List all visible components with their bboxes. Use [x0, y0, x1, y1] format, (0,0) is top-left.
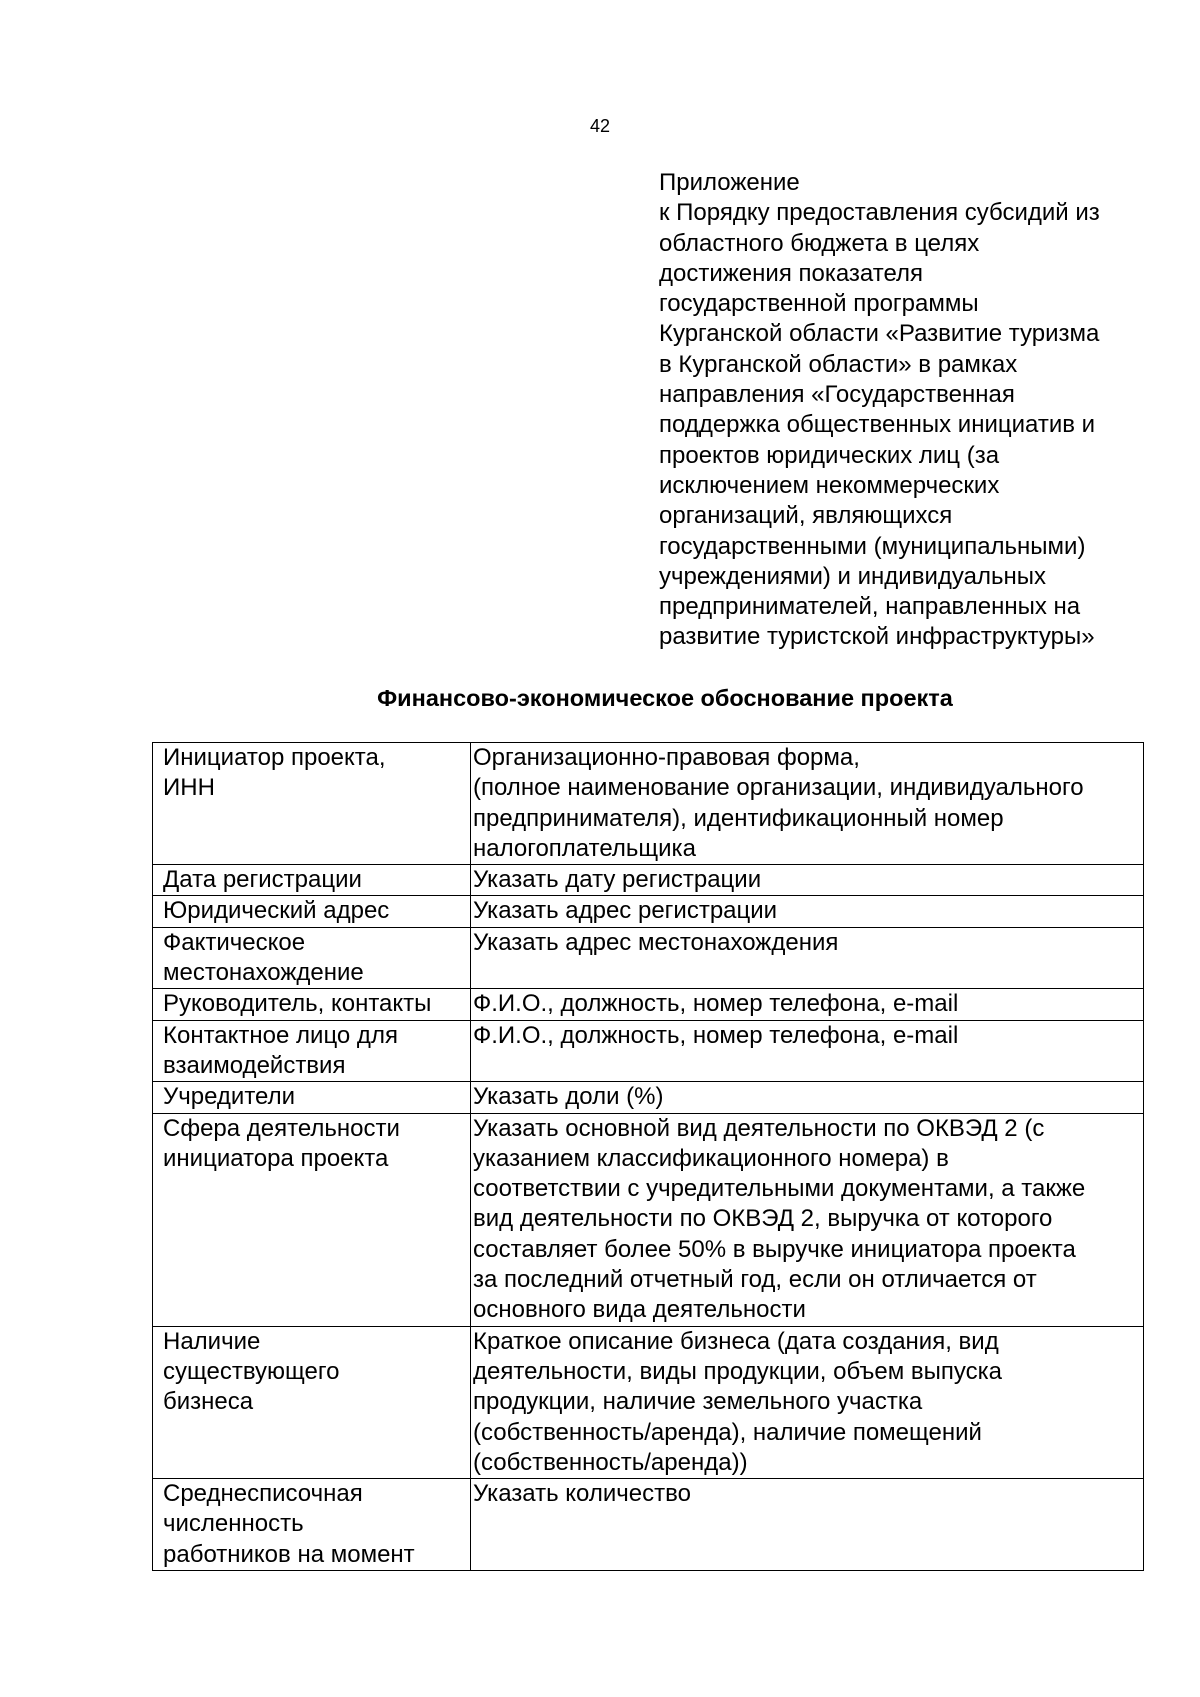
- field-value-line: Указать адрес местонахождения: [473, 928, 839, 956]
- field-value-cell: [471, 865, 1144, 896]
- field-label-line: Сфера деятельности: [163, 1114, 400, 1142]
- field-label-line: Фактическое: [163, 928, 306, 956]
- field-label-line: инициатора проекта: [163, 1144, 389, 1172]
- appendix-header: [659, 168, 1179, 653]
- field-label-line: Учредители: [163, 1083, 296, 1111]
- appendix-line: поддержка общественных инициатив и: [659, 411, 1096, 439]
- field-value-line: продукции, наличие земельного участка: [473, 1388, 923, 1416]
- field-value-line: (собственность/аренда), наличие помещений: [473, 1418, 982, 1446]
- field-label-line: существующего: [163, 1357, 340, 1385]
- field-value-cell: [471, 1479, 1144, 1571]
- field-value-line: указанием классификационного номера) в: [473, 1144, 949, 1172]
- appendix-line: организаций, являющихся: [659, 502, 953, 530]
- project-info-table: [152, 742, 1144, 1571]
- field-label-cell: [153, 1082, 471, 1113]
- field-value-cell: [471, 1020, 1144, 1082]
- field-value-line: Организационно-правовая форма,: [473, 744, 860, 771]
- field-label-line: Руководитель, контакты: [163, 990, 432, 1018]
- field-value-line: предпринимателя), идентификационный номер: [473, 804, 1004, 832]
- field-label-cell: [153, 743, 471, 865]
- field-label-cell: [153, 1020, 471, 1082]
- field-value-line: за последний отчетный год, если он отличается от: [473, 1266, 1037, 1294]
- field-value-line: Указать дату регистрации: [473, 866, 762, 894]
- appendix-line: проектов юридических лиц (за: [659, 441, 1000, 469]
- field-label-line: Среднесписочная: [163, 1480, 363, 1508]
- field-label-line: Контактное лицо для: [163, 1021, 398, 1049]
- field-value-line: налогоплательщика: [473, 834, 696, 862]
- appendix-line: исключением некоммерческих: [659, 471, 1000, 499]
- field-label-line: Наличие: [163, 1327, 261, 1355]
- field-value-line: основного вида деятельности: [473, 1296, 806, 1324]
- field-value-line: Указать адрес регистрации: [473, 897, 778, 925]
- document-title: Финансово-экономическое обоснование проекта: [377, 685, 953, 711]
- field-label-line: местонахождение: [163, 959, 364, 987]
- field-label-line: численность: [163, 1510, 304, 1538]
- field-label-cell: [153, 1479, 471, 1571]
- field-value-cell: [471, 896, 1144, 927]
- field-value-line: Краткое описание бизнеса (дата создания, вид: [473, 1327, 999, 1355]
- field-value-line: Указать основной вид деятельности по ОКВЭД 2 (с: [473, 1114, 1045, 1142]
- field-label-line: Инициатор проекта,: [163, 744, 386, 771]
- field-label-line: работников на момент: [163, 1540, 415, 1568]
- table-row: [153, 1020, 1144, 1082]
- field-value-line: Указать количество: [473, 1480, 691, 1508]
- field-value-line: Ф.И.О., должность, номер телефона, e-mail: [473, 990, 959, 1018]
- field-value-line: (собственность/аренда)): [473, 1448, 748, 1476]
- appendix-line: государственной программы: [659, 290, 979, 318]
- table-row: [153, 989, 1144, 1020]
- field-value-cell: [471, 1326, 1144, 1478]
- page-number: 42: [589, 116, 611, 136]
- field-label-line: бизнеса: [163, 1388, 254, 1416]
- field-value-line: Указать доли (%): [473, 1083, 664, 1111]
- appendix-line: достижения показателя: [659, 259, 924, 287]
- field-value-cell: [471, 743, 1144, 865]
- table-row: [153, 1082, 1144, 1113]
- field-label-line: Дата регистрации: [163, 866, 362, 894]
- table-row: [153, 1479, 1144, 1571]
- appendix-line: в Курганской области» в рамках: [659, 350, 1018, 378]
- appendix-line: Приложение: [659, 169, 800, 196]
- appendix-line: учреждениями) и индивидуальных: [659, 562, 1046, 590]
- appendix-line: направления «Государственная: [659, 381, 1015, 409]
- field-value-line: (полное наименование организации, индивидуального: [473, 774, 1084, 802]
- field-label-cell: [153, 927, 471, 989]
- field-label-cell: [153, 1113, 471, 1326]
- field-value-line: деятельности, виды продукции, объем выпуска: [473, 1357, 1003, 1385]
- appendix-line: областного бюджета в целях: [659, 229, 980, 257]
- table-row: [153, 865, 1144, 896]
- field-value-line: Ф.И.О., должность, номер телефона, e-mail: [473, 1021, 959, 1049]
- appendix-line: к Порядку предоставления субсидий из: [659, 199, 1100, 227]
- field-value-line: вид деятельности по ОКВЭД 2, выручка от которого: [473, 1205, 1053, 1233]
- appendix-line: государственными (муниципальными): [659, 532, 1086, 560]
- table-row: [153, 743, 1144, 865]
- field-label-cell: [153, 989, 471, 1020]
- field-label-cell: [153, 865, 471, 896]
- appendix-line: Курганской области «Развитие туризма: [659, 320, 1100, 348]
- field-value-cell: [471, 1082, 1144, 1113]
- table-row: [153, 1113, 1144, 1326]
- table-row: [153, 896, 1144, 927]
- field-value-cell: [471, 927, 1144, 989]
- field-label-line: Юридический адрес: [163, 897, 390, 925]
- field-label-line: взаимодействия: [163, 1051, 346, 1079]
- appendix-line: развитие туристской инфраструктуры»: [659, 623, 1095, 651]
- table-row: [153, 1326, 1144, 1478]
- table-row: [153, 927, 1144, 989]
- field-label-cell: [153, 896, 471, 927]
- field-value-line: соответствии с учредительными документами, а также: [473, 1175, 1086, 1203]
- field-label-cell: [153, 1326, 471, 1478]
- field-value-line: составляет более 50% в выручке инициатора проекта: [473, 1235, 1076, 1263]
- field-label-line: ИНН: [163, 774, 215, 802]
- appendix-line: предпринимателей, направленных на: [659, 593, 1081, 621]
- field-value-cell: [471, 989, 1144, 1020]
- field-value-cell: [471, 1113, 1144, 1326]
